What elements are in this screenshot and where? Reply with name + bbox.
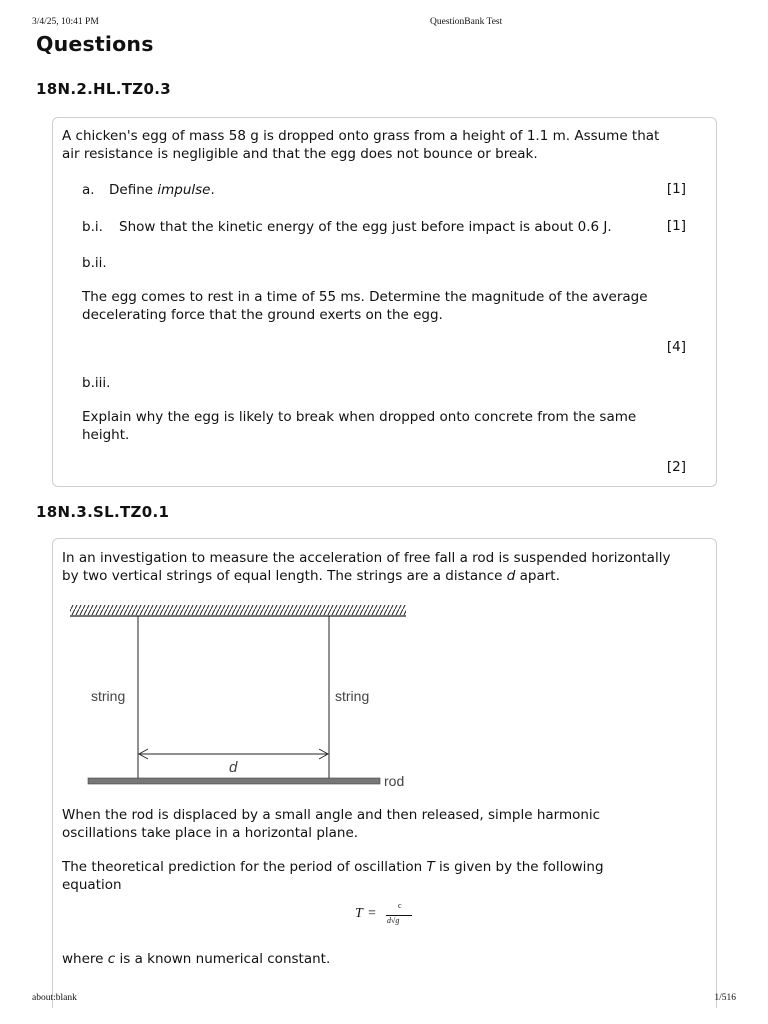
marks-badge: [1] xyxy=(666,218,686,234)
period-equation xyxy=(355,901,415,935)
rod-strings-diagram xyxy=(67,601,407,791)
part-label: b.i. xyxy=(82,219,103,235)
part-text: height. xyxy=(82,427,130,443)
print-header xyxy=(32,17,734,31)
distance-arrow xyxy=(139,749,328,759)
rod-label: rod xyxy=(384,773,405,789)
question-code: 18N.3.SL.TZ0.1 xyxy=(36,503,170,521)
part-label: a. xyxy=(82,182,95,198)
part-text: Show that the kinetic energy of the egg just before impact is about 0.6 J. xyxy=(119,219,612,235)
question-text: In an investigation to measure the acceleration of free fall a rod is suspended horizontally xyxy=(62,550,671,566)
equation-lhs: T xyxy=(355,906,363,921)
question-code: 18N.2.HL.TZ0.3 xyxy=(36,80,171,98)
marks-badge: [1] xyxy=(666,181,686,197)
marks-badge: [4] xyxy=(666,339,686,355)
rod xyxy=(88,778,380,784)
print-page-number: 1/516 xyxy=(714,993,736,1003)
print-url: about:blank xyxy=(32,993,77,1003)
question-text: air resistance is negligible and that the egg does not bounce or break. xyxy=(62,146,538,162)
question-text: oscillations take place in a horizontal plane. xyxy=(62,825,359,841)
distance-label: d xyxy=(229,759,238,776)
part-text: decelerating force that the ground exerts on the egg. xyxy=(82,307,443,323)
question-text: A chicken's egg of mass 58 g is dropped onto grass from a height of 1.1 m. Assume that xyxy=(62,128,660,144)
part-text: Explain why the egg is likely to break when dropped onto concrete from the same xyxy=(82,409,637,425)
part-text: Define impulse. xyxy=(109,182,215,198)
page-title: Questions xyxy=(36,32,154,56)
ceiling-support xyxy=(70,605,406,616)
print-footer xyxy=(32,993,736,1007)
question-text: The theoretical prediction for the period of oscillation T is given by the following xyxy=(62,859,604,875)
question-text: by two vertical strings of equal length. The strings are a distance d apart. xyxy=(62,568,560,584)
print-datetime: 3/4/25, 10:41 PM xyxy=(32,17,99,27)
equation-denominator: d√g xyxy=(387,916,400,925)
question-card xyxy=(52,117,717,487)
part-text: The egg comes to rest in a time of 55 ms. Determine the magnitude of the average xyxy=(82,289,648,305)
string-right-label: string xyxy=(335,688,370,704)
print-doc-title: QuestionBank Test xyxy=(430,17,503,27)
question-text: When the rod is displaced by a small angle and then released, simple harmonic xyxy=(62,807,601,823)
question-card xyxy=(52,538,717,1008)
equation-equals: = xyxy=(368,906,376,921)
equation-numerator: c xyxy=(398,901,402,910)
string-left-label: string xyxy=(91,688,126,704)
question-text: where c is a known numerical constant. xyxy=(62,951,331,967)
marks-badge: [2] xyxy=(666,459,686,475)
part-label: b.ii. xyxy=(82,255,107,271)
question-text: equation xyxy=(62,877,122,893)
part-label: b.iii. xyxy=(82,375,111,391)
